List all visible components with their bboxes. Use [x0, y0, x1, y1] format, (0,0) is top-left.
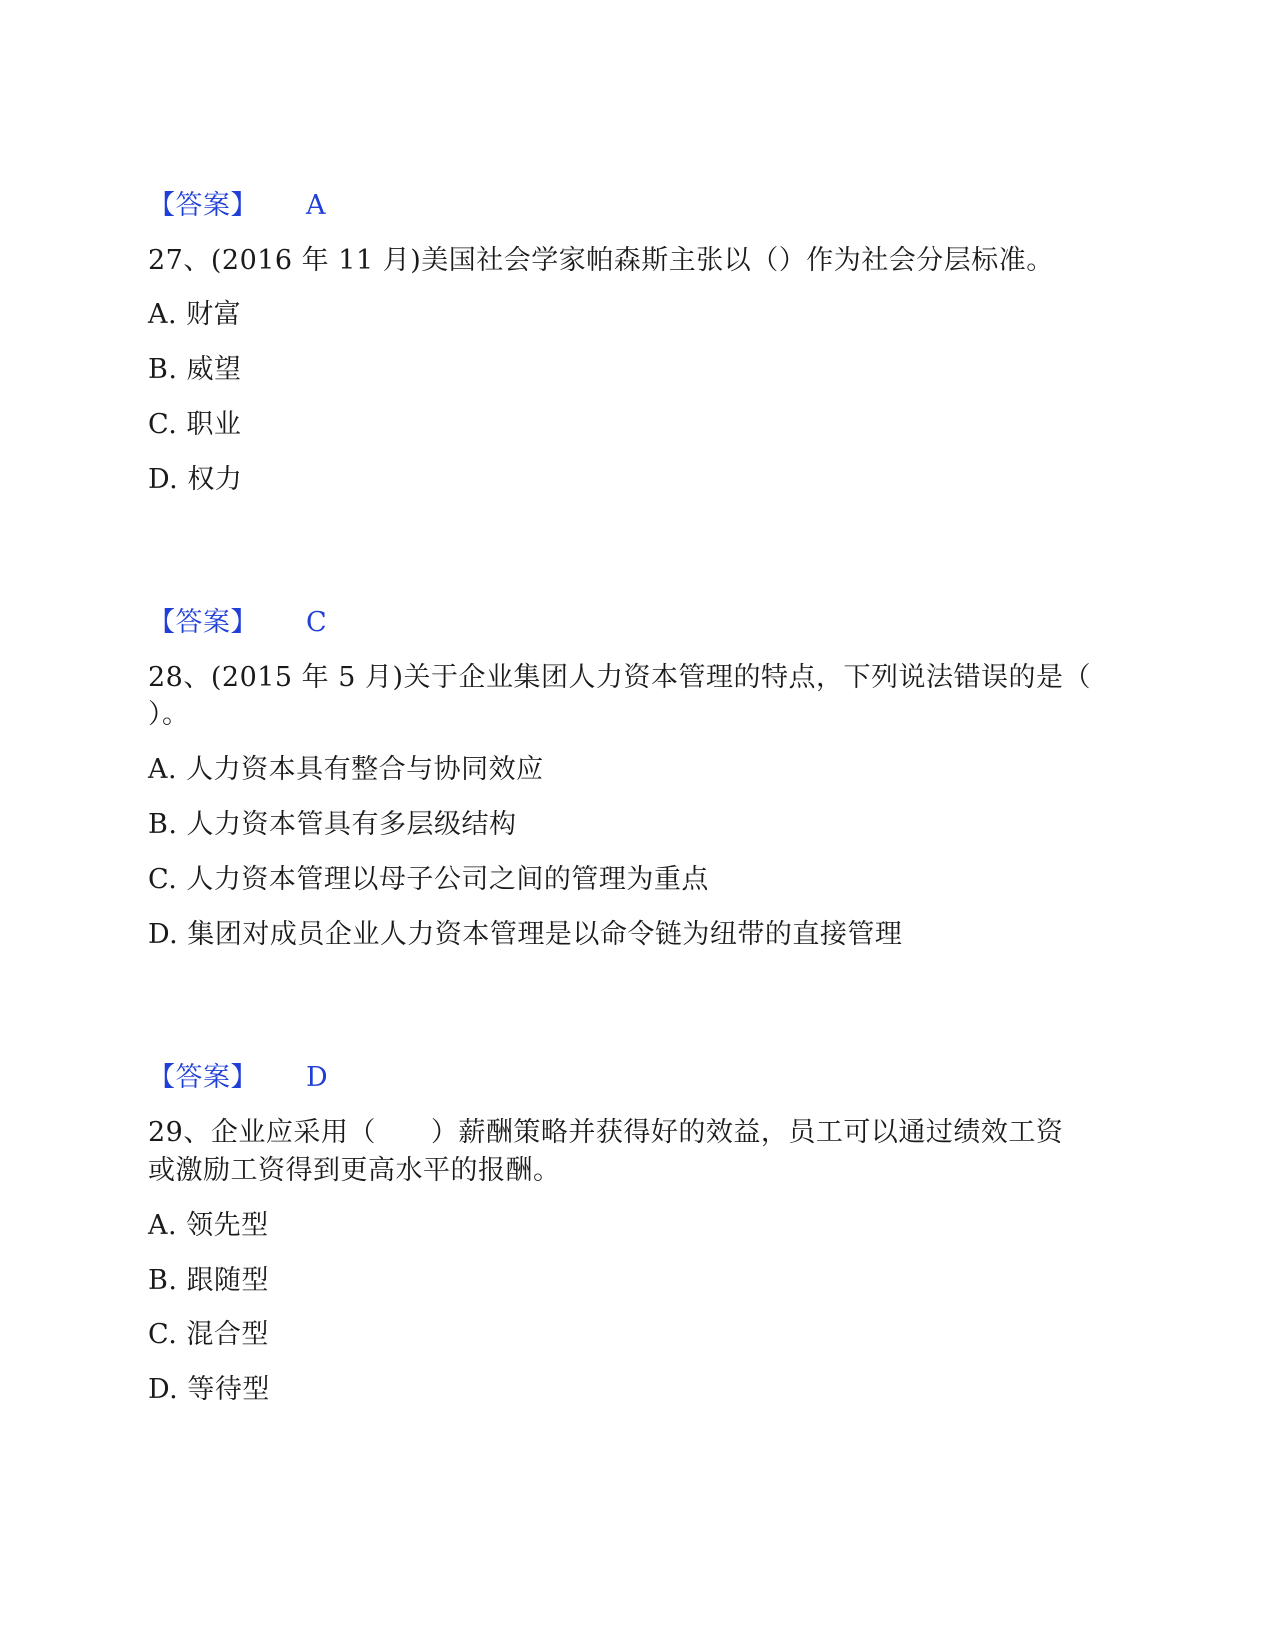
question-stem: 29、企业应采用（ ）薪酬策略并获得好的效益，员工可以通过绩效工资 — [148, 1117, 1064, 1148]
question-stem: 27、(2016 年 11 月)美国社会学家帕森斯主张以（）作为社会分层标准。 — [148, 245, 1054, 276]
answer-value: A — [306, 190, 326, 221]
answer-value: C — [306, 607, 328, 638]
option-b: B. 威望 — [148, 354, 242, 385]
option-a: A. 财富 — [148, 299, 242, 330]
option-d: D. 集团对成员企业人力资本管理是以命令链为纽带的直接管理 — [148, 919, 903, 950]
option-c: C. 混合型 — [148, 1319, 269, 1350]
option-b: B. 人力资本管具有多层级结构 — [148, 809, 517, 840]
question-stem-continued: 或激励工资得到更高水平的报酬。 — [148, 1155, 561, 1186]
option-d: D. 等待型 — [148, 1374, 270, 1405]
answer-label: 【答案】 — [148, 607, 258, 638]
answer-value: D — [306, 1062, 329, 1093]
option-a: A. 领先型 — [148, 1210, 269, 1241]
option-b: B. 跟随型 — [148, 1265, 270, 1296]
answer-label: 【答案】 — [148, 1062, 258, 1093]
question-stem: 28、(2015 年 5 月)关于企业集团人力资本管理的特点，下列说法错误的是（ — [148, 662, 1092, 693]
option-d: D. 权力 — [148, 464, 243, 495]
question-stem-continued: ）。 — [148, 699, 190, 730]
option-c: C. 人力资本管理以母子公司之间的管理为重点 — [148, 864, 709, 895]
option-c: C. 职业 — [148, 409, 242, 440]
option-a: A. 人力资本具有整合与协同效应 — [148, 754, 544, 785]
answer-label: 【答案】 — [148, 190, 258, 221]
